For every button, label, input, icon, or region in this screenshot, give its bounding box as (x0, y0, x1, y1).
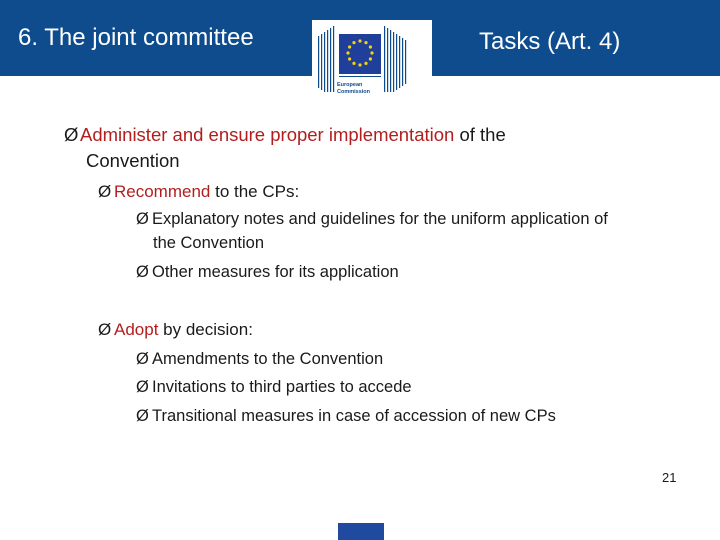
arrow-bullet-icon: Ø (136, 210, 149, 228)
text-transitional-measures: Transitional measures in case of accession of new CPs (152, 407, 556, 425)
text-amendments: Amendments to the Convention (152, 350, 384, 368)
text-by-decision: by decision: (158, 320, 253, 339)
highlight-adopt: Adopt (114, 320, 159, 339)
bullet-transitional-measures (136, 407, 556, 426)
arrow-bullet-icon: Ø (136, 378, 149, 396)
commission-building-icon (312, 20, 432, 104)
text-invitations: Invitations to third parties to accede (152, 378, 412, 396)
text-convention: Convention (86, 150, 180, 171)
bullet-other-measures (136, 263, 399, 282)
text-to-the-cps: to the CPs: (210, 182, 300, 201)
highlight-recommend: Recommend (114, 182, 211, 201)
arrow-bullet-icon: Ø (136, 263, 149, 281)
bullet-recommend (98, 182, 299, 202)
slide-title: 6. The joint committee (18, 24, 254, 51)
bullet-adopt (98, 320, 253, 340)
text-explanatory-notes: Explanatory notes and guidelines for the uniform application of (152, 210, 608, 228)
bullet-invitations (136, 378, 412, 397)
arrow-bullet-icon: Ø (136, 407, 149, 425)
text-of-the: of the (454, 124, 506, 145)
logo-text-european: European (337, 82, 363, 88)
text-the-convention: the Convention (153, 234, 264, 252)
logo-text-commission: Commission (337, 89, 371, 95)
bullet-explanatory-notes (136, 210, 608, 229)
bullet-administer (64, 124, 506, 146)
arrow-bullet-icon: Ø (98, 182, 112, 201)
text-other-measures: Other measures for its application (152, 263, 399, 281)
slide-subtitle: Tasks (Art. 4) (479, 28, 621, 55)
arrow-bullet-icon: Ø (98, 320, 112, 339)
bullet-amendments (136, 350, 383, 369)
page-number: 21 (662, 470, 677, 485)
highlight-administer: Administer and ensure proper implementation (80, 124, 455, 145)
arrow-bullet-icon: Ø (64, 124, 79, 145)
arrow-bullet-icon: Ø (136, 350, 149, 368)
european-commission-logo (312, 20, 432, 104)
footer-bar (338, 523, 384, 540)
